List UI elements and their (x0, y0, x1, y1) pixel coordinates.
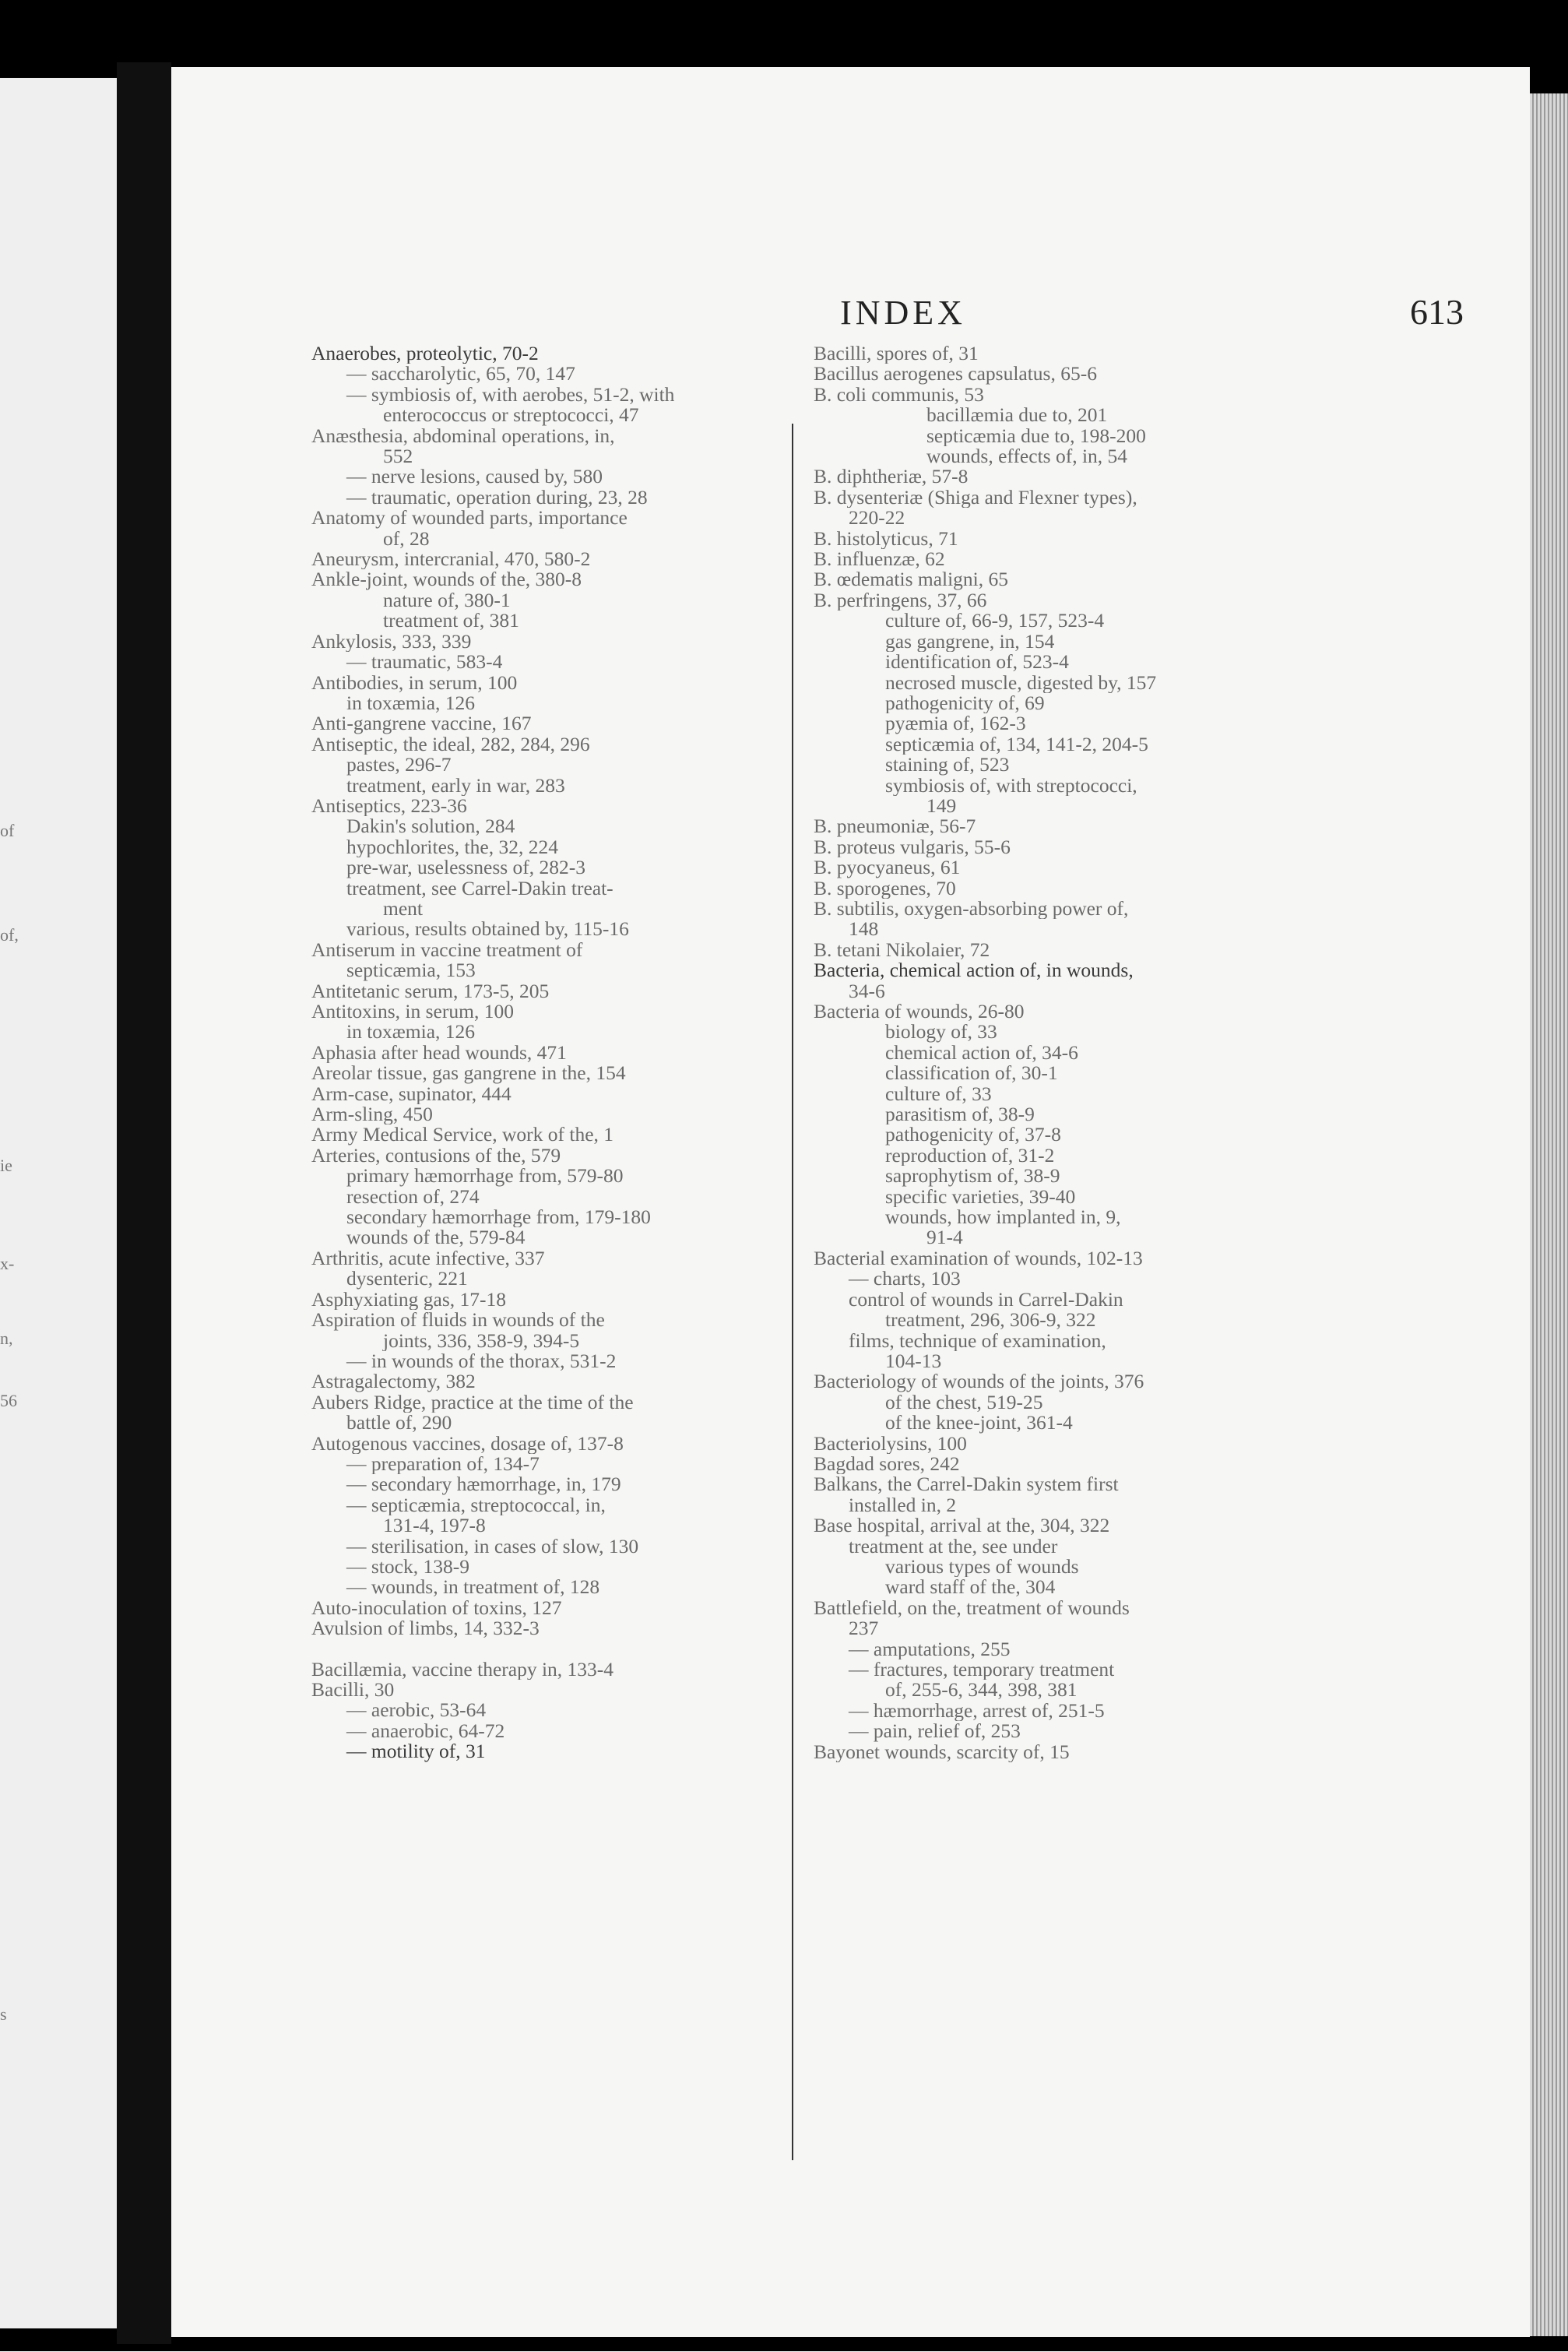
index-entry: Asphyxiating gas, 17-18 (311, 1289, 507, 1311)
index-entry: B. dysenteriæ (Shiga and Flexner types), (814, 487, 1137, 509)
index-entry: bacillæmia due to, 201 (926, 405, 1108, 426)
index-entry: — septicæmia, streptococcal, in, (346, 1494, 606, 1516)
index-entry: 91-4 (926, 1227, 963, 1248)
index-entry: identification of, 523-4 (885, 652, 1069, 673)
index-entry: treatment at the, see under (849, 1536, 1058, 1557)
index-entry: — secondary hæmorrhage, in, 179 (346, 1474, 621, 1495)
index-entry: treatment, early in war, 283 (346, 775, 565, 796)
index-entry: Auto-inoculation of toxins, 127 (311, 1597, 562, 1619)
index-entry: Bagdad sores, 242 (814, 1453, 960, 1475)
index-entry: B. coli communis, 53 (814, 384, 984, 406)
index-entry: Ankle-joint, wounds of the, 380-8 (311, 569, 582, 590)
index-entry: — traumatic, operation during, 23, 28 (346, 487, 648, 509)
index-entry: — wounds, in treatment of, 128 (346, 1577, 600, 1598)
index-entry: Bacteriolysins, 100 (814, 1433, 967, 1454)
index-entry: specific varieties, 39-40 (885, 1186, 1076, 1208)
index-entry: Dakin's solution, 284 (346, 816, 515, 837)
index-entry: B. sporogenes, 70 (814, 878, 956, 899)
index-entry: in toxæmia, 126 (346, 1022, 476, 1043)
index-entry: pre-war, uselessness of, 282-3 (346, 857, 586, 878)
index-entry: treatment, 296, 306-9, 322 (885, 1310, 1096, 1331)
left-page-text-fragment: 56 (0, 1391, 17, 1410)
index-entry: — charts, 103 (849, 1269, 961, 1290)
index-entry: Aneurysm, intercranial, 470, 580-2 (311, 549, 591, 570)
index-entry: of, 28 (383, 528, 430, 550)
index-entry: Anaerobes, proteolytic, 70-2 (311, 343, 539, 364)
index-entry: 552 (383, 446, 413, 467)
index-entry: Antitoxins, in serum, 100 (311, 1001, 514, 1022)
index-entry: culture of, 33 (885, 1083, 992, 1105)
index-entry: — saccharolytic, 65, 70, 147 (346, 364, 575, 385)
index-entry: staining of, 523 (885, 755, 1010, 776)
page-number: 613 (1410, 292, 1464, 332)
index-entry: B. pneumoniæ, 56-7 (814, 816, 976, 837)
index-entry: — aerobic, 53-64 (346, 1700, 487, 1721)
index-entry: Anti-gangrene vaccine, 167 (311, 713, 532, 734)
index-entry: various, results obtained by, 115-16 (346, 919, 629, 940)
index-entry: films, technique of examination, (849, 1330, 1106, 1351)
book-gutter (117, 62, 171, 2344)
left-page-text-fragment: of, (0, 925, 19, 945)
index-entry: Balkans, the Carrel-Dakin system first (814, 1474, 1119, 1495)
index-entry: Bacteria, chemical action of, in wounds, (814, 960, 1134, 981)
page-stack-edge (1530, 93, 1568, 2336)
index-entry: secondary hæmorrhage from, 179-180 (346, 1207, 651, 1228)
index-entry: B. perfringens, 37, 66 (814, 590, 987, 611)
index-entry: Anatomy of wounded parts, importance (311, 508, 628, 529)
index-entry: Bacillæmia, vaccine therapy in, 133-4 (311, 1659, 614, 1680)
index-entry: 220-22 (849, 508, 905, 529)
index-entry: Bacilli, spores of, 31 (814, 343, 979, 364)
index-entry: Bayonet wounds, scarcity of, 15 (814, 1741, 1070, 1763)
index-entry: 34-6 (849, 980, 885, 1001)
index-entry: Avulsion of limbs, 14, 332-3 (311, 1618, 540, 1639)
index-entry: resection of, 274 (346, 1186, 480, 1208)
index-entry: pathogenicity of, 69 (885, 692, 1045, 714)
index-entry: wounds of the, 579-84 (346, 1227, 526, 1248)
index-entry: 237 (849, 1618, 879, 1639)
index-entry: septicæmia, 153 (346, 960, 476, 981)
index-entry: B. influenzæ, 62 (814, 549, 945, 570)
index-entry: Army Medical Service, work of the, 1 (311, 1124, 614, 1146)
index-entry: hypochlorites, the, 32, 224 (346, 836, 558, 858)
index-entry: — nerve lesions, caused by, 580 (346, 466, 603, 487)
index-entry: Aspiration of fluids in wounds of the (311, 1310, 605, 1331)
index-entry: — in wounds of the thorax, 531-2 (346, 1350, 617, 1372)
index-entry: Antitetanic serum, 173-5, 205 (311, 980, 550, 1001)
index-entry: enterococcus or streptococci, 47 (383, 405, 639, 426)
index-entry: Ankylosis, 333, 339 (311, 631, 472, 653)
index-entry: 149 (926, 795, 957, 817)
index-entry: B. subtilis, oxygen-absorbing power of, (814, 898, 1129, 920)
index-entry: gas gangrene, in, 154 (885, 631, 1055, 653)
index-entry: Bacterial examination of wounds, 102-13 (814, 1248, 1143, 1269)
index-entry: Battlefield, on the, treatment of wounds (814, 1597, 1130, 1619)
index-entry: treatment of, 381 (383, 611, 519, 632)
left-page-text-fragment: x- (0, 1254, 15, 1273)
index-entry: installed in, 2 (849, 1494, 957, 1516)
index-entry: reproduction of, 31-2 (885, 1145, 1055, 1167)
index-entry: Anæsthesia, abdominal operations, in, (311, 425, 615, 447)
index-entry: Arteries, contusions of the, 579 (311, 1145, 561, 1167)
index-entry: saprophytism of, 38-9 (885, 1166, 1060, 1187)
index-entry: Bacilli, 30 (311, 1680, 395, 1701)
index-entry: ment (383, 898, 423, 920)
index-entry: Aubers Ridge, practice at the time of the (311, 1392, 634, 1413)
running-head: INDEX (840, 294, 966, 332)
index-entry: B. œdematis maligni, 65 (814, 569, 1009, 590)
index-page (171, 67, 1530, 2337)
index-entry: — symbiosis of, with aerobes, 51-2, with (346, 384, 675, 406)
index-entry: symbiosis of, with streptococci, (885, 775, 1137, 796)
index-entry: primary hæmorrhage from, 579-80 (346, 1166, 624, 1187)
index-entry: control of wounds in Carrel-Dakin (849, 1289, 1123, 1311)
index-entry: chemical action of, 34-6 (885, 1042, 1078, 1064)
index-entry: B. diphtheriæ, 57-8 (814, 466, 969, 487)
index-entry: — traumatic, 583-4 (346, 652, 503, 673)
left-page-edge (0, 78, 117, 2328)
index-entry: various types of wounds (885, 1556, 1079, 1578)
index-entry: battle of, 290 (346, 1413, 452, 1434)
index-column-right (814, 343, 1359, 1762)
index-entry: Base hospital, arrival at the, 304, 322 (814, 1515, 1110, 1536)
index-entry: Antiseptic, the ideal, 282, 284, 296 (311, 734, 590, 755)
index-entry: Bacteria of wounds, 26-80 (814, 1001, 1025, 1022)
index-entry: necrosed muscle, digested by, 157 (885, 672, 1157, 693)
index-entry: B. proteus vulgaris, 55-6 (814, 836, 1011, 858)
index-entry: Antiserum in vaccine treatment of (311, 939, 583, 961)
index-entry: pyæmia of, 162-3 (885, 713, 1026, 734)
index-entry: — fractures, temporary treatment (849, 1659, 1115, 1681)
index-entry: Areolar tissue, gas gangrene in the, 154 (311, 1063, 626, 1084)
index-entry: joints, 336, 358-9, 394-5 (383, 1330, 580, 1351)
index-entry: classification of, 30-1 (885, 1063, 1058, 1084)
index-entry: septicæmia of, 134, 141-2, 204-5 (885, 734, 1148, 755)
index-entry: — sterilisation, in cases of slow, 130 (346, 1536, 639, 1557)
index-entry: of the chest, 519-25 (885, 1392, 1043, 1413)
index-entry: Antiseptics, 223-36 (311, 795, 467, 817)
index-entry: B. tetani Nikolaier, 72 (814, 939, 990, 961)
index-entry: treatment, see Carrel-Dakin treat- (346, 878, 613, 899)
index-entry: nature of, 380-1 (383, 590, 511, 611)
index-entry: — pain, relief of, 253 (849, 1721, 1021, 1742)
index-entry: 148 (849, 919, 879, 940)
left-page-text-fragment: n, (0, 1329, 13, 1348)
index-entry: pathogenicity of, 37-8 (885, 1124, 1061, 1146)
left-page-text-fragment: of (0, 821, 15, 840)
index-entry: wounds, effects of, in, 54 (926, 446, 1128, 467)
left-page-text-fragment: ie (0, 1156, 12, 1175)
index-entry: Aphasia after head wounds, 471 (311, 1042, 567, 1064)
index-entry: 104-13 (885, 1350, 942, 1372)
index-entry: Astragalectomy, 382 (311, 1371, 476, 1392)
index-entry: Autogenous vaccines, dosage of, 137-8 (311, 1433, 624, 1454)
index-entry: ward staff of the, 304 (885, 1577, 1056, 1598)
index-entry: — preparation of, 134-7 (346, 1453, 540, 1475)
index-entry: septicæmia due to, 198-200 (926, 425, 1146, 447)
index-entry: B. pyocyaneus, 61 (814, 857, 961, 878)
index-entry: Arthritis, acute infective, 337 (311, 1248, 545, 1269)
index-entry: Bacteriology of wounds of the joints, 376 (814, 1371, 1144, 1392)
index-entry: — motility of, 31 (346, 1741, 486, 1762)
index-entry: in toxæmia, 126 (346, 692, 476, 714)
index-entry: wounds, how implanted in, 9, (885, 1207, 1121, 1228)
index-entry: — stock, 138-9 (346, 1556, 469, 1578)
index-entry: culture of, 66-9, 157, 523-4 (885, 611, 1105, 632)
index-entry: biology of, 33 (885, 1022, 997, 1043)
index-entry: parasitism of, 38-9 (885, 1104, 1035, 1125)
index-entry: Bacillus aerogenes capsulatus, 65-6 (814, 364, 1097, 385)
index-entry: — hæmorrhage, arrest of, 251-5 (849, 1700, 1105, 1722)
index-entry: Arm-case, supinator, 444 (311, 1083, 512, 1105)
left-page-text-fragment: s (0, 2004, 7, 2024)
index-column-left (311, 343, 849, 1762)
index-entry: of the knee-joint, 361-4 (885, 1413, 1073, 1434)
index-entry: dysenteric, 221 (346, 1269, 468, 1290)
index-entry: — amputations, 255 (849, 1638, 1011, 1659)
index-entry: — anaerobic, 64-72 (346, 1720, 505, 1742)
column-divider (792, 424, 793, 2160)
index-entry: 131-4, 197-8 (383, 1515, 486, 1536)
index-entry: Antibodies, in serum, 100 (311, 672, 518, 693)
index-entry: pastes, 296-7 (346, 755, 452, 776)
index-entry: Arm-sling, 450 (311, 1104, 433, 1125)
index-entry: B. histolyticus, 71 (814, 528, 958, 550)
index-entry: of, 255-6, 344, 398, 381 (885, 1680, 1078, 1701)
